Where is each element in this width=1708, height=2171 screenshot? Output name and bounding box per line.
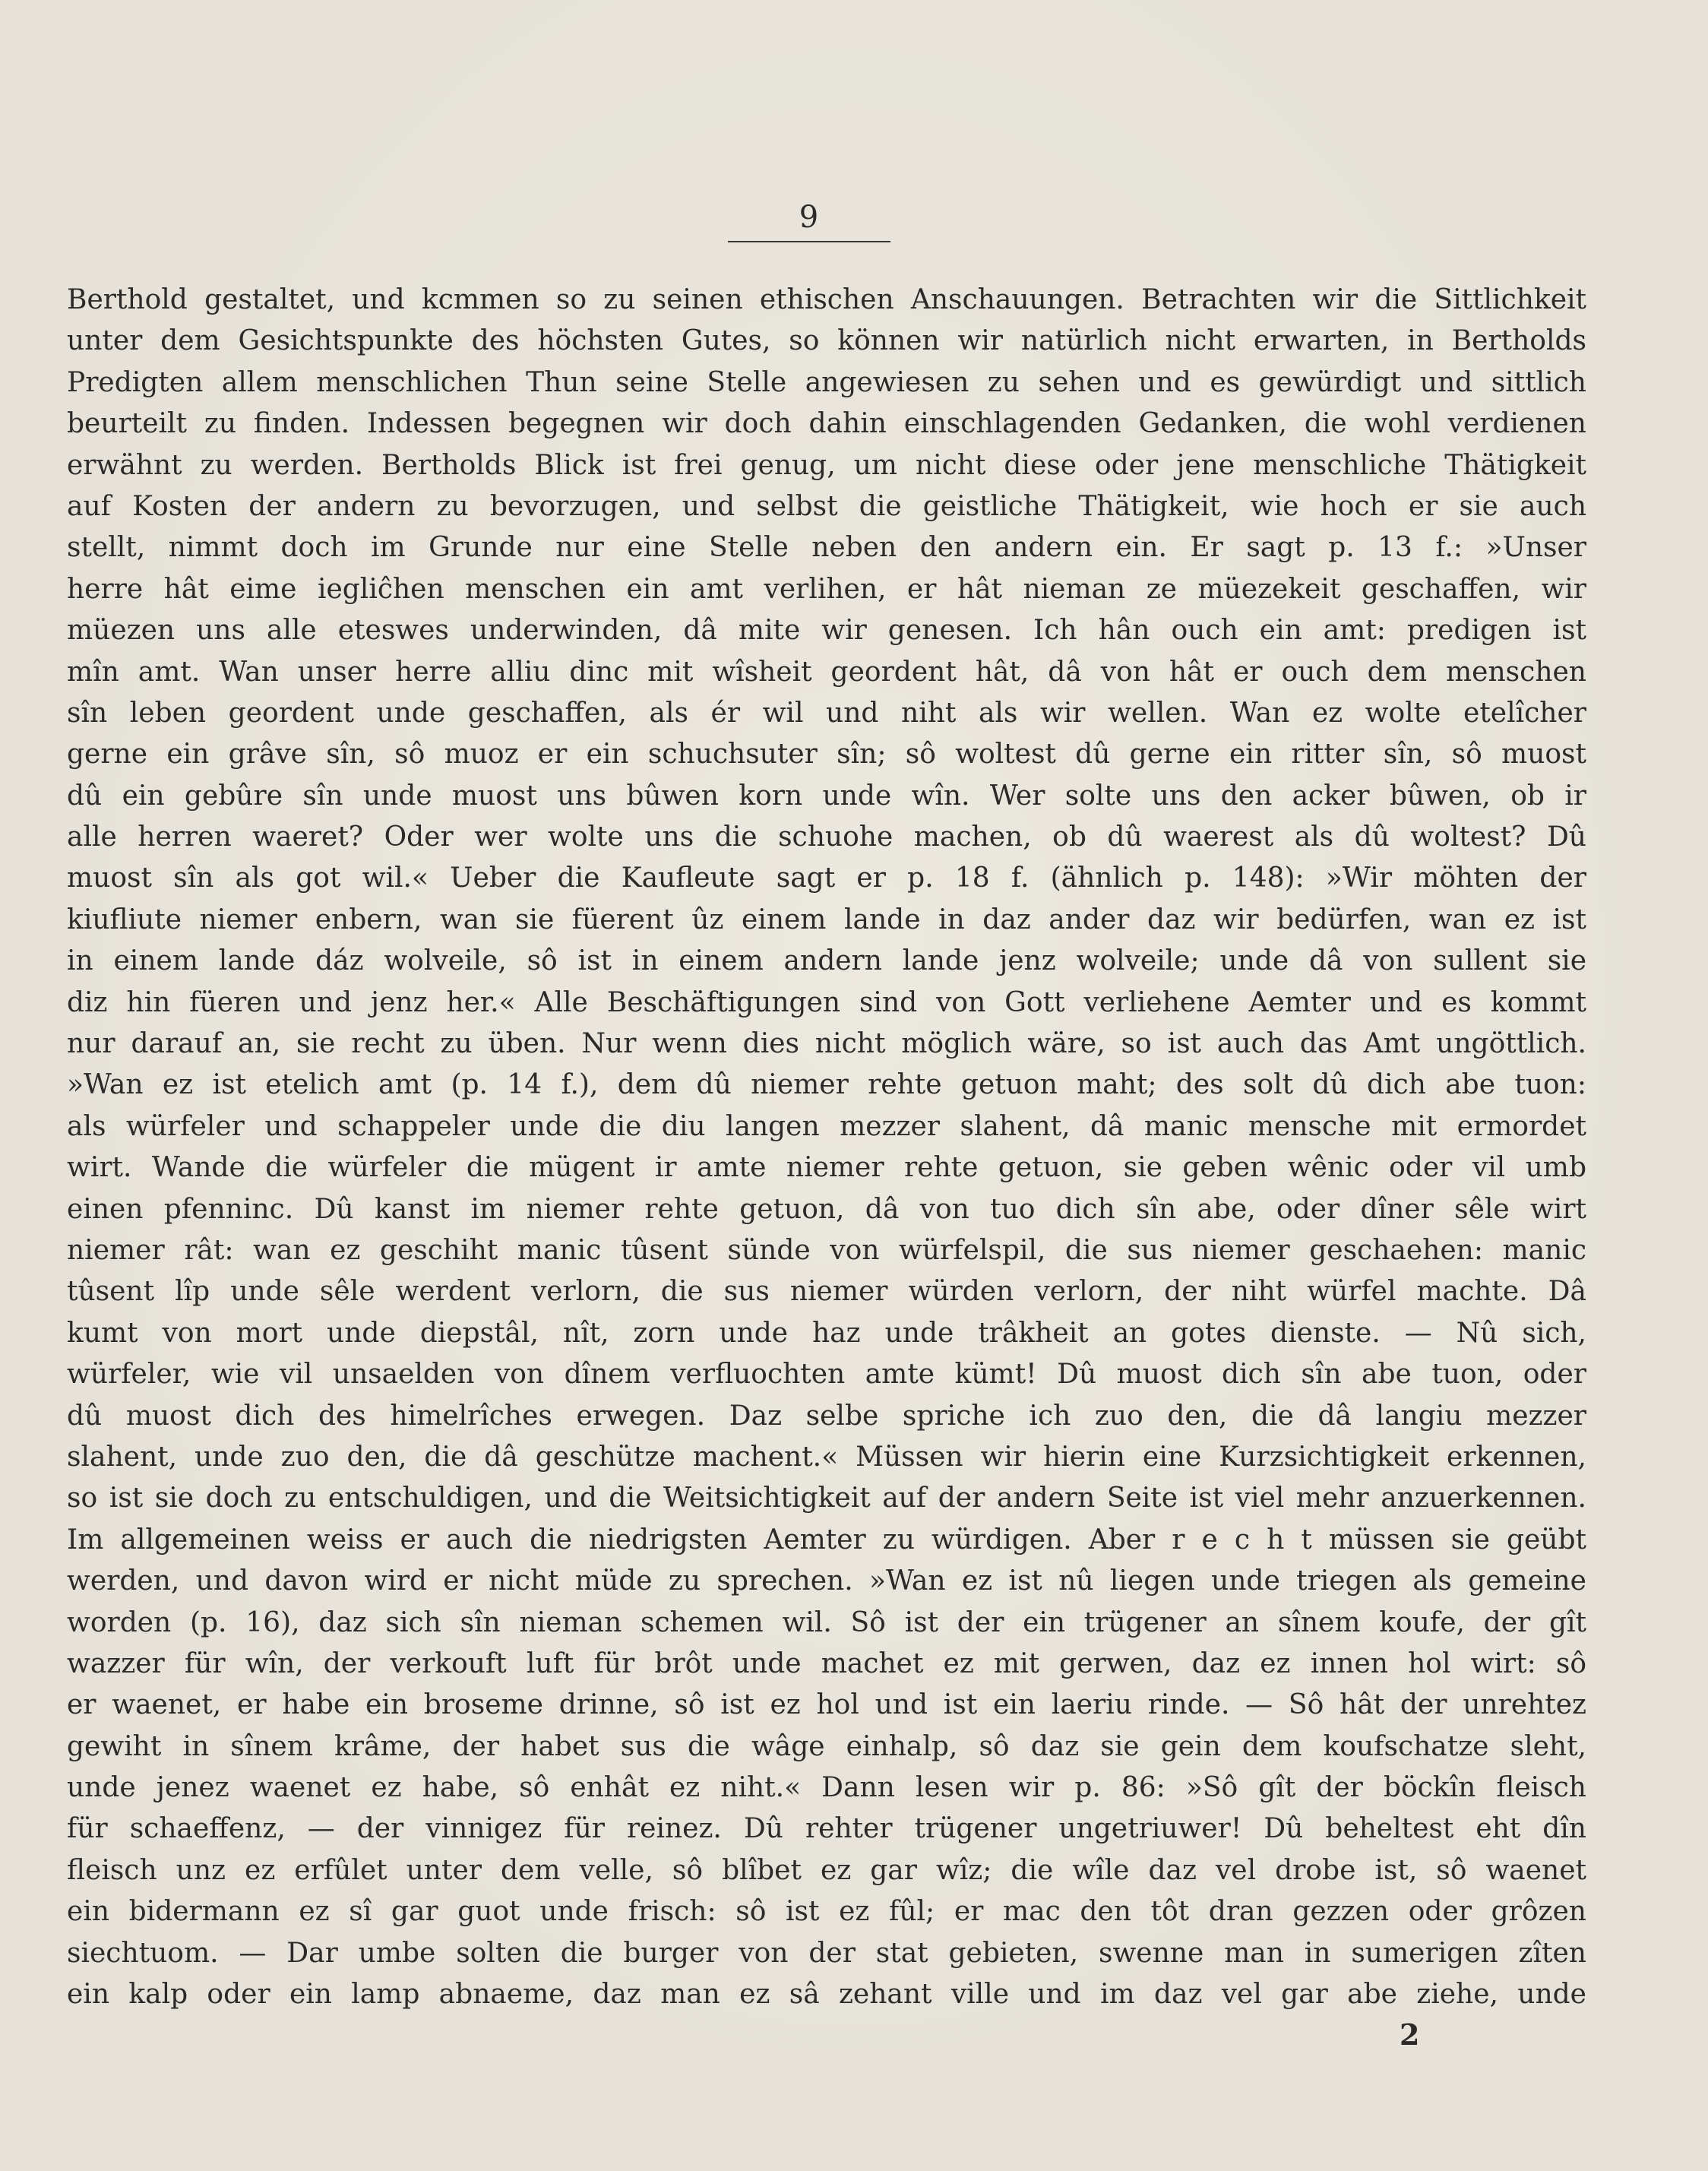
text-line: würfeler, wie vil unsaelden von dînem verfluochten amte kümt! Dû muost dich sîn abe tuon, oder	[67, 1359, 1586, 1391]
text-line: dû muost dich des himelrîches erwegen. Daz selbe spriche ich zuo den, die dâ langiu mezzer	[67, 1400, 1586, 1432]
text-line: gerne ein grâve sîn, sô muoz er ein schuchsuter sîn; sô woltest dû gerne ein ritter sîn, sô muost	[67, 739, 1586, 771]
text-line: slahent, unde zuo den, die dâ geschütze machent.« Müssen wir hierin eine Kurzsichtigkeit erkennen,	[67, 1441, 1586, 1473]
text-line: kumt von mort unde diepstâl, nît, zorn unde haz unde trâkheit an gotes dienste. — Nû sich,	[67, 1317, 1586, 1349]
text-line: herre hât eime iegliĉhen menschen ein amt verlihen, er hât nieman ze müezekeit geschaffen, wir	[67, 573, 1586, 605]
text-line: unde jenez waenet ez habe, sô enhât ez niht.« Dann lesen wir p. 86: »Sô gît der böckîn fleisch	[67, 1772, 1586, 1804]
text-line: erwähnt zu werden. Bertholds Blick ist frei genug, um nicht diese oder jene menschliche Thätigkeit	[67, 449, 1586, 481]
text-line: worden (p. 16), daz sich sîn nieman schemen wil. Sô ist der ein trügener an sînem koufe, der gît	[67, 1606, 1586, 1638]
text-line: »Wan ez ist etelich amt (p. 14 f.), dem dû niemer rehte getuon maht; des solt dû dich abe tuon:	[67, 1069, 1586, 1101]
text-line: Im allgemeinen weiss er auch die niedrigsten Aemter zu würdigen. Aber r e c h t müssen sie geübt	[67, 1524, 1586, 1555]
text-line: müezen uns alle eteswes underwinden, dâ mite wir genesen. Ich hân ouch ein amt: predigen ist	[67, 615, 1586, 647]
text-line: fleisch unz ez erfûlet unter dem velle, sô blîbet ez gar wîz; die wîle daz vel drobe ist, sô waenet	[67, 1854, 1586, 1886]
text-line: unter dem Gesichtspunkte des höchsten Gutes, so können wir natürlich nicht erwarten, in Bertholds	[67, 325, 1586, 357]
text-line: tûsent lîp unde sêle werdent verlorn, die sus niemer würden verlorn, der niht würfel machte. Dâ	[67, 1276, 1586, 1308]
text-line: dû ein gebûre sîn unde muost uns bûwen korn unde wîn. Wer solte uns den acker bûwen, ob ir	[67, 780, 1586, 812]
text-line: mîn amt. Wan unser herre alliu dinc mit wîsheit geordent hât, dâ von hât er ouch dem menschen	[67, 656, 1586, 688]
text-line: nur darauf an, sie recht zu üben. Nur wenn dies nicht möglich wäre, so ist auch das Amt ungöttlich.	[67, 1028, 1586, 1060]
text-line: er waenet, er habe ein broseme drinne, sô ist ez hol und ist ein laeriu rinde. — Sô hât der unrehtez	[67, 1689, 1586, 1721]
text-line: für schaeffenz, — der vinnigez für reinez. Dû rehter trügener ungetriuwer! Dû beheltest eht dîn	[67, 1813, 1586, 1845]
text-line: in einem lande dáz wolveile, sô ist in einem andern lande jenz wolveile; unde dâ von sullent sie	[67, 945, 1586, 977]
text-line: stellt, nimmt doch im Grunde nur eine Stelle neben den andern ein. Er sagt p. 13 f.: »Unser	[67, 532, 1586, 564]
text-line: so ist sie doch zu entschuldigen, und die Weitsichtigkeit auf der andern Seite ist viel mehr anzuerkennen.	[67, 1483, 1586, 1514]
body-text	[67, 280, 1586, 2015]
text-line: niemer rât: wan ez geschiht manic tûsent sünde von würfelspil, die sus niemer geschaehen: manic	[67, 1234, 1586, 1266]
text-line: ein kalp oder ein lamp abnaeme, daz man ez sâ zehant ville und im daz vel gar abe ziehe, unde	[67, 1979, 1586, 2011]
text-line: diz hin füeren und jenz her.« Alle Beschäftigungen sind von Gott verliehene Aemter und es kommt	[67, 986, 1586, 1018]
text-line: auf Kosten der andern zu bevorzugen, und selbst die geistliche Thätigkeit, wie hoch er sie auch	[67, 490, 1586, 522]
text-line: werden, und davon wird er nicht müde zu sprechen. »Wan ez ist nû liegen unde triegen als gemeine	[67, 1565, 1586, 1597]
text-line: einen pfenninc. Dû kanst im niemer rehte getuon, dâ von tuo dich sîn abe, oder dîner sêle wirt	[67, 1193, 1586, 1225]
text-line: sîn leben geordent unde geschaffen, als ér wil und niht als wir wellen. Wan ez wolte etelîcher	[67, 697, 1586, 729]
text-line: siechtuom. — Dar umbe solten die burger von der stat gebieten, swenne man in sumerigen zîten	[67, 1937, 1586, 1969]
text-line: ein bidermann ez sî gar guot unde frisch: sô ist ez fûl; er mac den tôt dran gezzen oder grôzen	[67, 1896, 1586, 1928]
text-line: muost sîn als got wil.« Ueber die Kaufleute sagt er p. 18 f. (ähnlich p. 148): »Wir möhten der	[67, 862, 1586, 894]
text-line: kiufliute niemer enbern, wan sie füerent ûz einem lande in daz ander daz wir bedürfen, wan ez ist	[67, 904, 1586, 935]
text-line: wirt. Wande die würfeler die mügent ir amte niemer rehte getuon, sie geben wênic oder vil umb	[67, 1152, 1586, 1184]
text-line: Predigten allem menschlichen Thun seine Stelle angewiesen zu sehen und es gewürdigt und sittlich	[67, 366, 1586, 398]
text-line: wazzer für wîn, der verkouft luft für brôt unde machet ez mit gerwen, daz ez innen hol wirt: sô	[67, 1647, 1586, 1679]
signature-mark: 2	[1400, 2018, 1420, 2052]
text-line: Berthold gestaltet, und kcmmen so zu seinen ethischen Anschauungen. Betrachten wir die Sittlichkeit	[67, 284, 1586, 315]
header-rule	[728, 241, 890, 242]
text-line: als würfeler und schappeler unde die diu langen mezzer slahent, dâ manic mensche mit ermordet	[67, 1110, 1586, 1142]
page-number: 9	[799, 200, 820, 235]
text-line: alle herren waeret? Oder wer wolte uns die schuohe machen, ob dû waerest als dû woltest? Dû	[67, 821, 1586, 853]
text-line: beurteilt zu finden. Indessen begegnen wir doch dahin einschlagenden Gedanken, die wohl verdienen	[67, 408, 1586, 440]
text-line: gewiht in sînem krâme, der habet sus die wâge einhalp, sô daz sie gein dem koufschatze sleht,	[67, 1730, 1586, 1762]
